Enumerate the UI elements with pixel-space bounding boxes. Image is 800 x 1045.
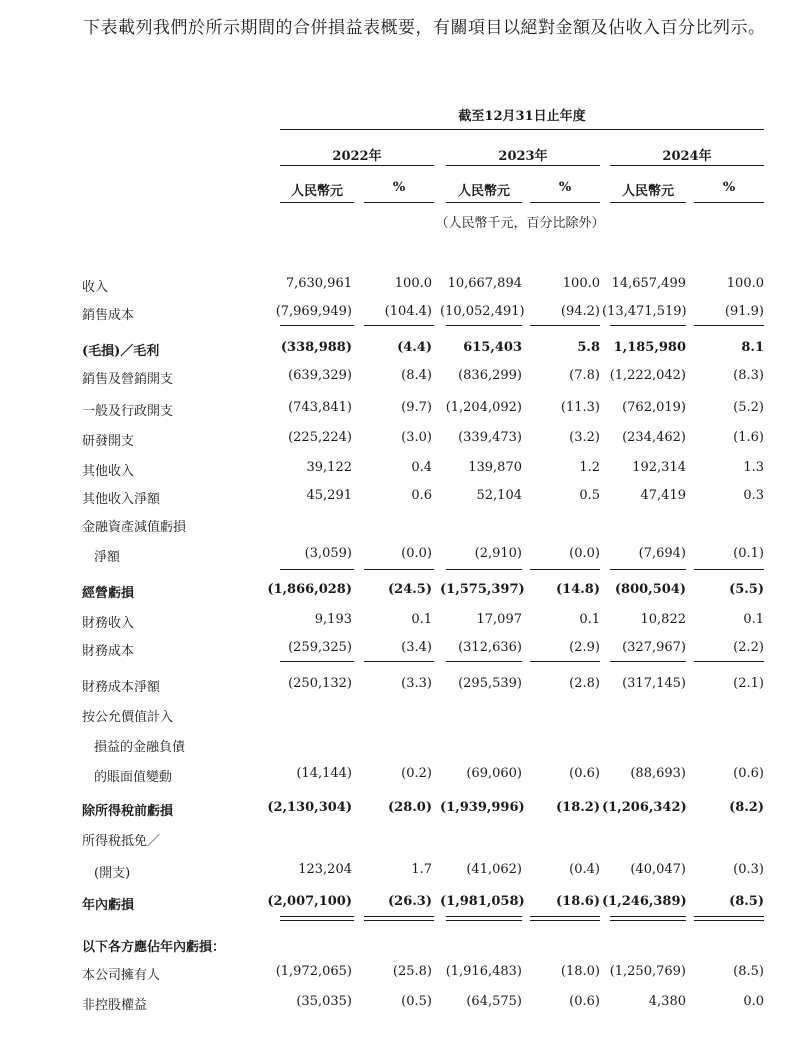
- row-value: (3.0): [401, 430, 432, 445]
- year-rule-2022: [280, 165, 434, 166]
- row-label: 研發開支: [82, 434, 135, 449]
- table-row: [0, 484, 800, 512]
- single-rule: [280, 325, 354, 326]
- row-label: 其他收入: [82, 464, 135, 479]
- col-rule-5: [610, 202, 686, 203]
- row-value: 100.0: [562, 276, 600, 291]
- row-value: 100.0: [726, 276, 764, 291]
- row-value: (295,539): [458, 676, 522, 691]
- row-value: (2.8): [569, 676, 600, 691]
- row-value: 0.1: [411, 612, 432, 627]
- row-value: 1.3: [743, 460, 764, 475]
- row-value: (639,329): [288, 368, 352, 383]
- row-label: 金融資產減值虧損: [82, 520, 187, 535]
- row-value: (1,206,342): [602, 800, 687, 815]
- row-value: 17,097: [476, 612, 522, 627]
- row-value: 0.1: [743, 612, 764, 627]
- row-value: (0.3): [733, 862, 764, 877]
- row-value: 0.1: [579, 612, 600, 627]
- table-row: [0, 336, 800, 364]
- row-value: (339,473): [458, 430, 522, 445]
- row-value: (91.9): [724, 304, 764, 319]
- row-value: (1,972,065): [275, 964, 352, 979]
- table-row: [0, 300, 800, 328]
- row-value: (0.6): [569, 766, 600, 781]
- rmb-header-2024: 人民幣元: [621, 184, 674, 199]
- pct-header-2022: %: [392, 180, 406, 195]
- row-value: (1,204,092): [445, 400, 522, 415]
- single-rule: [364, 325, 434, 326]
- row-value: (8.4): [401, 368, 432, 383]
- rmb-header-2022: 人民幣元: [290, 184, 343, 199]
- row-value: (10,052,491): [440, 304, 525, 319]
- row-value: (0.4): [569, 862, 600, 877]
- col-rule-1: [280, 202, 354, 203]
- table-row: [0, 762, 800, 790]
- table-row: [0, 732, 800, 760]
- row-label: 淨額: [94, 550, 121, 565]
- single-rule: [610, 661, 686, 662]
- row-value: (327,967): [622, 640, 686, 655]
- single-rule: [530, 325, 600, 326]
- row-value: 0.5: [579, 488, 600, 503]
- year-rule-2023: [446, 165, 600, 166]
- table-row: [0, 272, 800, 300]
- single-rule: [530, 661, 600, 662]
- year-header-2022: 2022年: [332, 149, 382, 164]
- double-rule: [280, 916, 354, 921]
- row-value: (0.1): [733, 546, 764, 561]
- row-value: 615,403: [463, 340, 522, 355]
- double-rule: [364, 916, 434, 921]
- single-rule: [364, 569, 434, 570]
- row-value: (104.4): [384, 304, 432, 319]
- row-value: (28.0): [388, 800, 432, 815]
- row-value: (8.5): [729, 894, 764, 909]
- row-value: (4.4): [397, 340, 432, 355]
- row-label: 銷售及營銷開支: [82, 372, 174, 387]
- row-value: 9,193: [314, 612, 352, 627]
- row-value: 0.3: [743, 488, 764, 503]
- row-label: 經營虧損: [82, 586, 135, 601]
- table-row: [0, 364, 800, 392]
- pct-header-2023: %: [558, 180, 572, 195]
- row-value: (1,250,769): [609, 964, 686, 979]
- row-value: (1,939,996): [440, 800, 525, 815]
- row-value: (9.7): [401, 400, 432, 415]
- row-value: 14,657,499: [611, 276, 686, 291]
- row-label: (毛損)／毛利: [82, 344, 160, 359]
- row-value: 0.4: [411, 460, 432, 475]
- row-value: (3.4): [401, 640, 432, 655]
- row-value: 7,630,961: [285, 276, 352, 291]
- row-value: 5.8: [577, 340, 600, 355]
- row-value: (762,019): [622, 400, 686, 415]
- table-row: [0, 702, 800, 730]
- row-label: (開支): [94, 866, 131, 881]
- row-value: (35,035): [296, 994, 352, 1009]
- table-row: [0, 456, 800, 484]
- row-value: (1,916,483): [445, 964, 522, 979]
- row-label: 本公司擁有人: [82, 968, 161, 983]
- row-value: (2.1): [733, 676, 764, 691]
- row-label: 年內虧損: [82, 898, 135, 913]
- row-value: (7,694): [638, 546, 686, 561]
- row-value: 1.2: [579, 460, 600, 475]
- row-value: (1,866,028): [267, 582, 352, 597]
- row-label: 除所得稅前虧損: [82, 804, 174, 819]
- row-value: (2.9): [569, 640, 600, 655]
- row-value: (0.6): [569, 994, 600, 1009]
- year-rule-2024: [610, 165, 764, 166]
- row-label: 財務成本淨額: [82, 680, 161, 695]
- row-value: 39,122: [306, 460, 352, 475]
- table-row: [0, 826, 800, 854]
- col-rule-2: [364, 202, 434, 203]
- row-value: (2,007,100): [267, 894, 352, 909]
- double-rule: [446, 916, 522, 921]
- period-header-rule: [280, 129, 764, 130]
- table-row: [0, 636, 800, 664]
- row-label: 以下各方應佔年內虧損：: [82, 940, 226, 955]
- row-value: (18.0): [560, 964, 600, 979]
- row-value: (234,462): [622, 430, 686, 445]
- row-value: (1,246,389): [602, 894, 687, 909]
- row-value: (836,299): [458, 368, 522, 383]
- row-value: (800,504): [614, 582, 686, 597]
- row-value: (13,471,519): [602, 304, 687, 319]
- double-rule: [694, 916, 764, 921]
- row-label: 收入: [82, 280, 109, 295]
- row-label: 財務收入: [82, 616, 135, 631]
- single-rule: [280, 661, 354, 662]
- row-value: (41,062): [466, 862, 522, 877]
- row-value: 100.0: [394, 276, 432, 291]
- row-label: 財務成本: [82, 644, 135, 659]
- double-rule: [610, 916, 686, 921]
- row-value: (3.3): [401, 676, 432, 691]
- row-value: 0.0: [743, 994, 764, 1009]
- row-value: (250,132): [288, 676, 352, 691]
- col-rule-6: [694, 202, 764, 203]
- row-value: (5.2): [733, 400, 764, 415]
- row-value: (88,693): [630, 766, 686, 781]
- row-value: (225,224): [288, 430, 352, 445]
- row-value: (0.6): [733, 766, 764, 781]
- row-value: (1,575,397): [440, 582, 525, 597]
- row-value: 47,419: [640, 488, 686, 503]
- row-value: 1.7: [411, 862, 432, 877]
- row-value: (64,575): [466, 994, 522, 1009]
- row-value: (338,988): [280, 340, 352, 355]
- table-row: [0, 426, 800, 454]
- table-row: [0, 608, 800, 636]
- row-value: 192,314: [632, 460, 686, 475]
- year-header-2023: 2023年: [498, 149, 548, 164]
- row-value: (8.2): [729, 800, 764, 815]
- row-value: (8.5): [733, 964, 764, 979]
- table-row: [0, 796, 800, 824]
- table-row: [0, 932, 800, 960]
- year-header-2024: 2024年: [662, 149, 712, 164]
- single-rule: [530, 569, 600, 570]
- row-value: (0.5): [401, 994, 432, 1009]
- single-rule: [610, 325, 686, 326]
- table-row: [0, 578, 800, 606]
- row-value: (5.5): [729, 582, 764, 597]
- row-value: 4,380: [648, 994, 686, 1009]
- table-row: [0, 960, 800, 988]
- single-rule: [280, 569, 354, 570]
- table-row: [0, 512, 800, 540]
- row-label: 一般及行政開支: [82, 404, 174, 419]
- row-value: (1,222,042): [609, 368, 686, 383]
- single-rule: [446, 325, 522, 326]
- row-label: 按公允價值計入: [82, 710, 174, 725]
- row-value: 1,185,980: [613, 340, 686, 355]
- single-rule: [694, 325, 764, 326]
- row-value: 0.6: [411, 488, 432, 503]
- table-row: [0, 672, 800, 700]
- row-value: (11.3): [560, 400, 600, 415]
- row-value: (743,841): [288, 400, 352, 415]
- table-row: [0, 542, 800, 570]
- row-value: (3,059): [304, 546, 352, 561]
- single-rule: [610, 569, 686, 570]
- row-label: 非控股權益: [82, 998, 148, 1013]
- row-value: (317,145): [622, 676, 686, 691]
- row-value: (3.2): [569, 430, 600, 445]
- single-rule: [364, 661, 434, 662]
- col-rule-3: [446, 202, 522, 203]
- row-value: (69,060): [466, 766, 522, 781]
- intro-paragraph: 下表載列我們於所示期間的合併損益表概要，有關項目以絕對金額及佔收入百分比列示。: [83, 18, 766, 38]
- row-value: (14.8): [556, 582, 600, 597]
- row-value: (1,981,058): [440, 894, 525, 909]
- row-value: (0.0): [569, 546, 600, 561]
- table-row: [0, 858, 800, 886]
- single-rule: [694, 661, 764, 662]
- row-value: (2.2): [733, 640, 764, 655]
- row-label: 損益的金融負債: [94, 740, 186, 755]
- col-rule-4: [530, 202, 600, 203]
- row-value: 10,667,894: [447, 276, 522, 291]
- row-value: (2,130,304): [267, 800, 352, 815]
- row-value: (0.2): [401, 766, 432, 781]
- row-label: 銷售成本: [82, 308, 135, 323]
- single-rule: [694, 569, 764, 570]
- period-header: 截至12月31日止年度: [458, 109, 586, 124]
- row-value: (259,325): [288, 640, 352, 655]
- single-rule: [446, 569, 522, 570]
- row-value: (18.6): [556, 894, 600, 909]
- single-rule: [446, 661, 522, 662]
- row-label: 的賬面值變動: [94, 770, 173, 785]
- row-label: 其他收入淨額: [82, 492, 161, 507]
- table-row: [0, 990, 800, 1018]
- table-row: [0, 396, 800, 424]
- row-value: (1.6): [733, 430, 764, 445]
- row-value: 45,291: [306, 488, 352, 503]
- row-value: (8.3): [733, 368, 764, 383]
- row-value: (94.2): [560, 304, 600, 319]
- row-value: (24.5): [388, 582, 432, 597]
- row-value: 52,104: [476, 488, 522, 503]
- row-value: 10,822: [640, 612, 686, 627]
- row-value: (40,047): [630, 862, 686, 877]
- pct-header-2024: %: [722, 180, 736, 195]
- row-value: (312,636): [458, 640, 522, 655]
- double-rule: [530, 916, 600, 921]
- rmb-header-2023: 人民幣元: [457, 184, 510, 199]
- row-value: (25.8): [392, 964, 432, 979]
- row-label: 所得稅抵免／: [82, 834, 161, 849]
- row-value: 123,204: [298, 862, 352, 877]
- row-value: 8.1: [741, 340, 764, 355]
- row-value: (26.3): [388, 894, 432, 909]
- table-row: [0, 890, 800, 918]
- row-value: (14,144): [296, 766, 352, 781]
- unit-note: （人民幣千元，百分比除外）: [435, 216, 605, 231]
- row-value: (2,910): [474, 546, 522, 561]
- row-value: (0.0): [401, 546, 432, 561]
- row-value: (18.2): [556, 800, 600, 815]
- row-value: (7,969,949): [275, 304, 352, 319]
- row-value: 139,870: [468, 460, 522, 475]
- row-value: (7.8): [569, 368, 600, 383]
